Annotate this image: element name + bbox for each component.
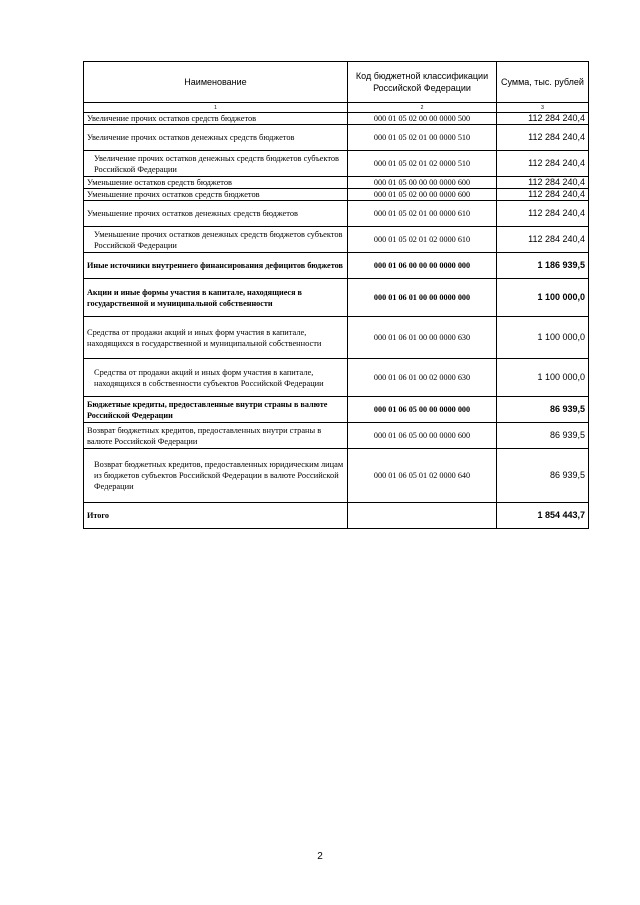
column-numbers-row (84, 103, 589, 113)
table-row (84, 177, 589, 189)
row-name: Уменьшение остатков средств бюджетов (84, 177, 348, 189)
row-code: 000 01 06 01 00 00 0000 630 (348, 317, 497, 359)
row-name: Уменьшение прочих остатков средств бюджетов (84, 189, 348, 201)
column-number-2: 2 (348, 103, 497, 113)
row-name: Итого (84, 503, 348, 529)
table-row (84, 113, 589, 125)
table-row (84, 359, 589, 397)
row-name: Бюджетные кредиты, предоставленные внутри страны в валюте Российской Федерации (84, 397, 348, 423)
row-amount: 112 284 240,4 (497, 125, 589, 151)
row-name: Акции и иные формы участия в капитале, находящиеся в государственной и муниципальной собственности (84, 279, 348, 317)
row-amount: 86 939,5 (497, 449, 589, 503)
table-row (84, 423, 589, 449)
row-code: 000 01 05 02 01 00 0000 510 (348, 125, 497, 151)
table-row (84, 279, 589, 317)
row-code: 000 01 06 01 00 00 0000 000 (348, 279, 497, 317)
row-amount: 86 939,5 (497, 423, 589, 449)
table-row (84, 317, 589, 359)
table-body (84, 113, 589, 529)
row-name: Увеличение прочих остатков денежных средств бюджетов субъектов Российской Федерации (84, 151, 348, 177)
row-amount: 112 284 240,4 (497, 113, 589, 125)
row-name: Возврат бюджетных кредитов, предоставленных внутри страны в валюте Российской Федерации (84, 423, 348, 449)
row-amount: 1 186 939,5 (497, 253, 589, 279)
row-name: Уменьшение прочих остатков денежных средств бюджетов субъектов Российской Федерации (84, 227, 348, 253)
column-number-3: 3 (497, 103, 589, 113)
row-name: Средства от продажи акций и иных форм участия в капитале, находящихся в собственности субъектов Российской Федерации (84, 359, 348, 397)
budget-sources-table (83, 61, 589, 529)
row-name: Иные источники внутреннего финансирования дефицитов бюджетов (84, 253, 348, 279)
row-code: 000 01 05 02 00 00 0000 500 (348, 113, 497, 125)
row-code (348, 503, 497, 529)
row-name: Увеличение прочих остатков денежных средств бюджетов (84, 125, 348, 151)
row-amount: 1 854 443,7 (497, 503, 589, 529)
row-code: 000 01 05 02 00 00 0000 600 (348, 189, 497, 201)
row-code: 000 01 06 05 01 02 0000 640 (348, 449, 497, 503)
column-number-1: 1 (84, 103, 348, 113)
row-code: 000 01 06 01 00 02 0000 630 (348, 359, 497, 397)
table-row (84, 227, 589, 253)
table-row (84, 253, 589, 279)
row-code: 000 01 05 02 01 00 0000 610 (348, 201, 497, 227)
table-row (84, 397, 589, 423)
row-code: 000 01 05 02 01 02 0000 610 (348, 227, 497, 253)
table-row (84, 189, 589, 201)
row-code: 000 01 06 05 00 00 0000 000 (348, 397, 497, 423)
row-name: Возврат бюджетных кредитов, предоставленных юридическим лицам из бюджетов субъектов Российской Федерации в валюте Российской Федерации (84, 449, 348, 503)
row-amount: 112 284 240,4 (497, 201, 589, 227)
row-amount: 112 284 240,4 (497, 227, 589, 253)
row-amount: 1 100 000,0 (497, 279, 589, 317)
row-amount: 86 939,5 (497, 397, 589, 423)
row-code: 000 01 05 00 00 00 0000 600 (348, 177, 497, 189)
row-amount: 1 100 000,0 (497, 317, 589, 359)
header-code: Код бюджетной классификации Российской Федерации (348, 62, 497, 103)
header-amount: Сумма, тыс. рублей (497, 62, 589, 103)
row-name: Увеличение прочих остатков средств бюджетов (84, 113, 348, 125)
table-header-row (84, 62, 589, 103)
row-name: Средства от продажи акций и иных форм участия в капитале, находящихся в государственной и муниципальной собственности (84, 317, 348, 359)
row-amount: 112 284 240,4 (497, 151, 589, 177)
row-code: 000 01 05 02 01 02 0000 510 (348, 151, 497, 177)
row-amount: 1 100 000,0 (497, 359, 589, 397)
row-amount: 112 284 240,4 (497, 177, 589, 189)
table-row (84, 503, 589, 529)
table-row (84, 201, 589, 227)
header-name: Наименование (84, 62, 348, 103)
table-row (84, 151, 589, 177)
table-row (84, 449, 589, 503)
row-amount: 112 284 240,4 (497, 189, 589, 201)
row-code: 000 01 06 05 00 00 0000 600 (348, 423, 497, 449)
row-code: 000 01 06 00 00 00 0000 000 (348, 253, 497, 279)
table-row (84, 125, 589, 151)
row-name: Уменьшение прочих остатков денежных средств бюджетов (84, 201, 348, 227)
page-number: 2 (317, 851, 323, 862)
